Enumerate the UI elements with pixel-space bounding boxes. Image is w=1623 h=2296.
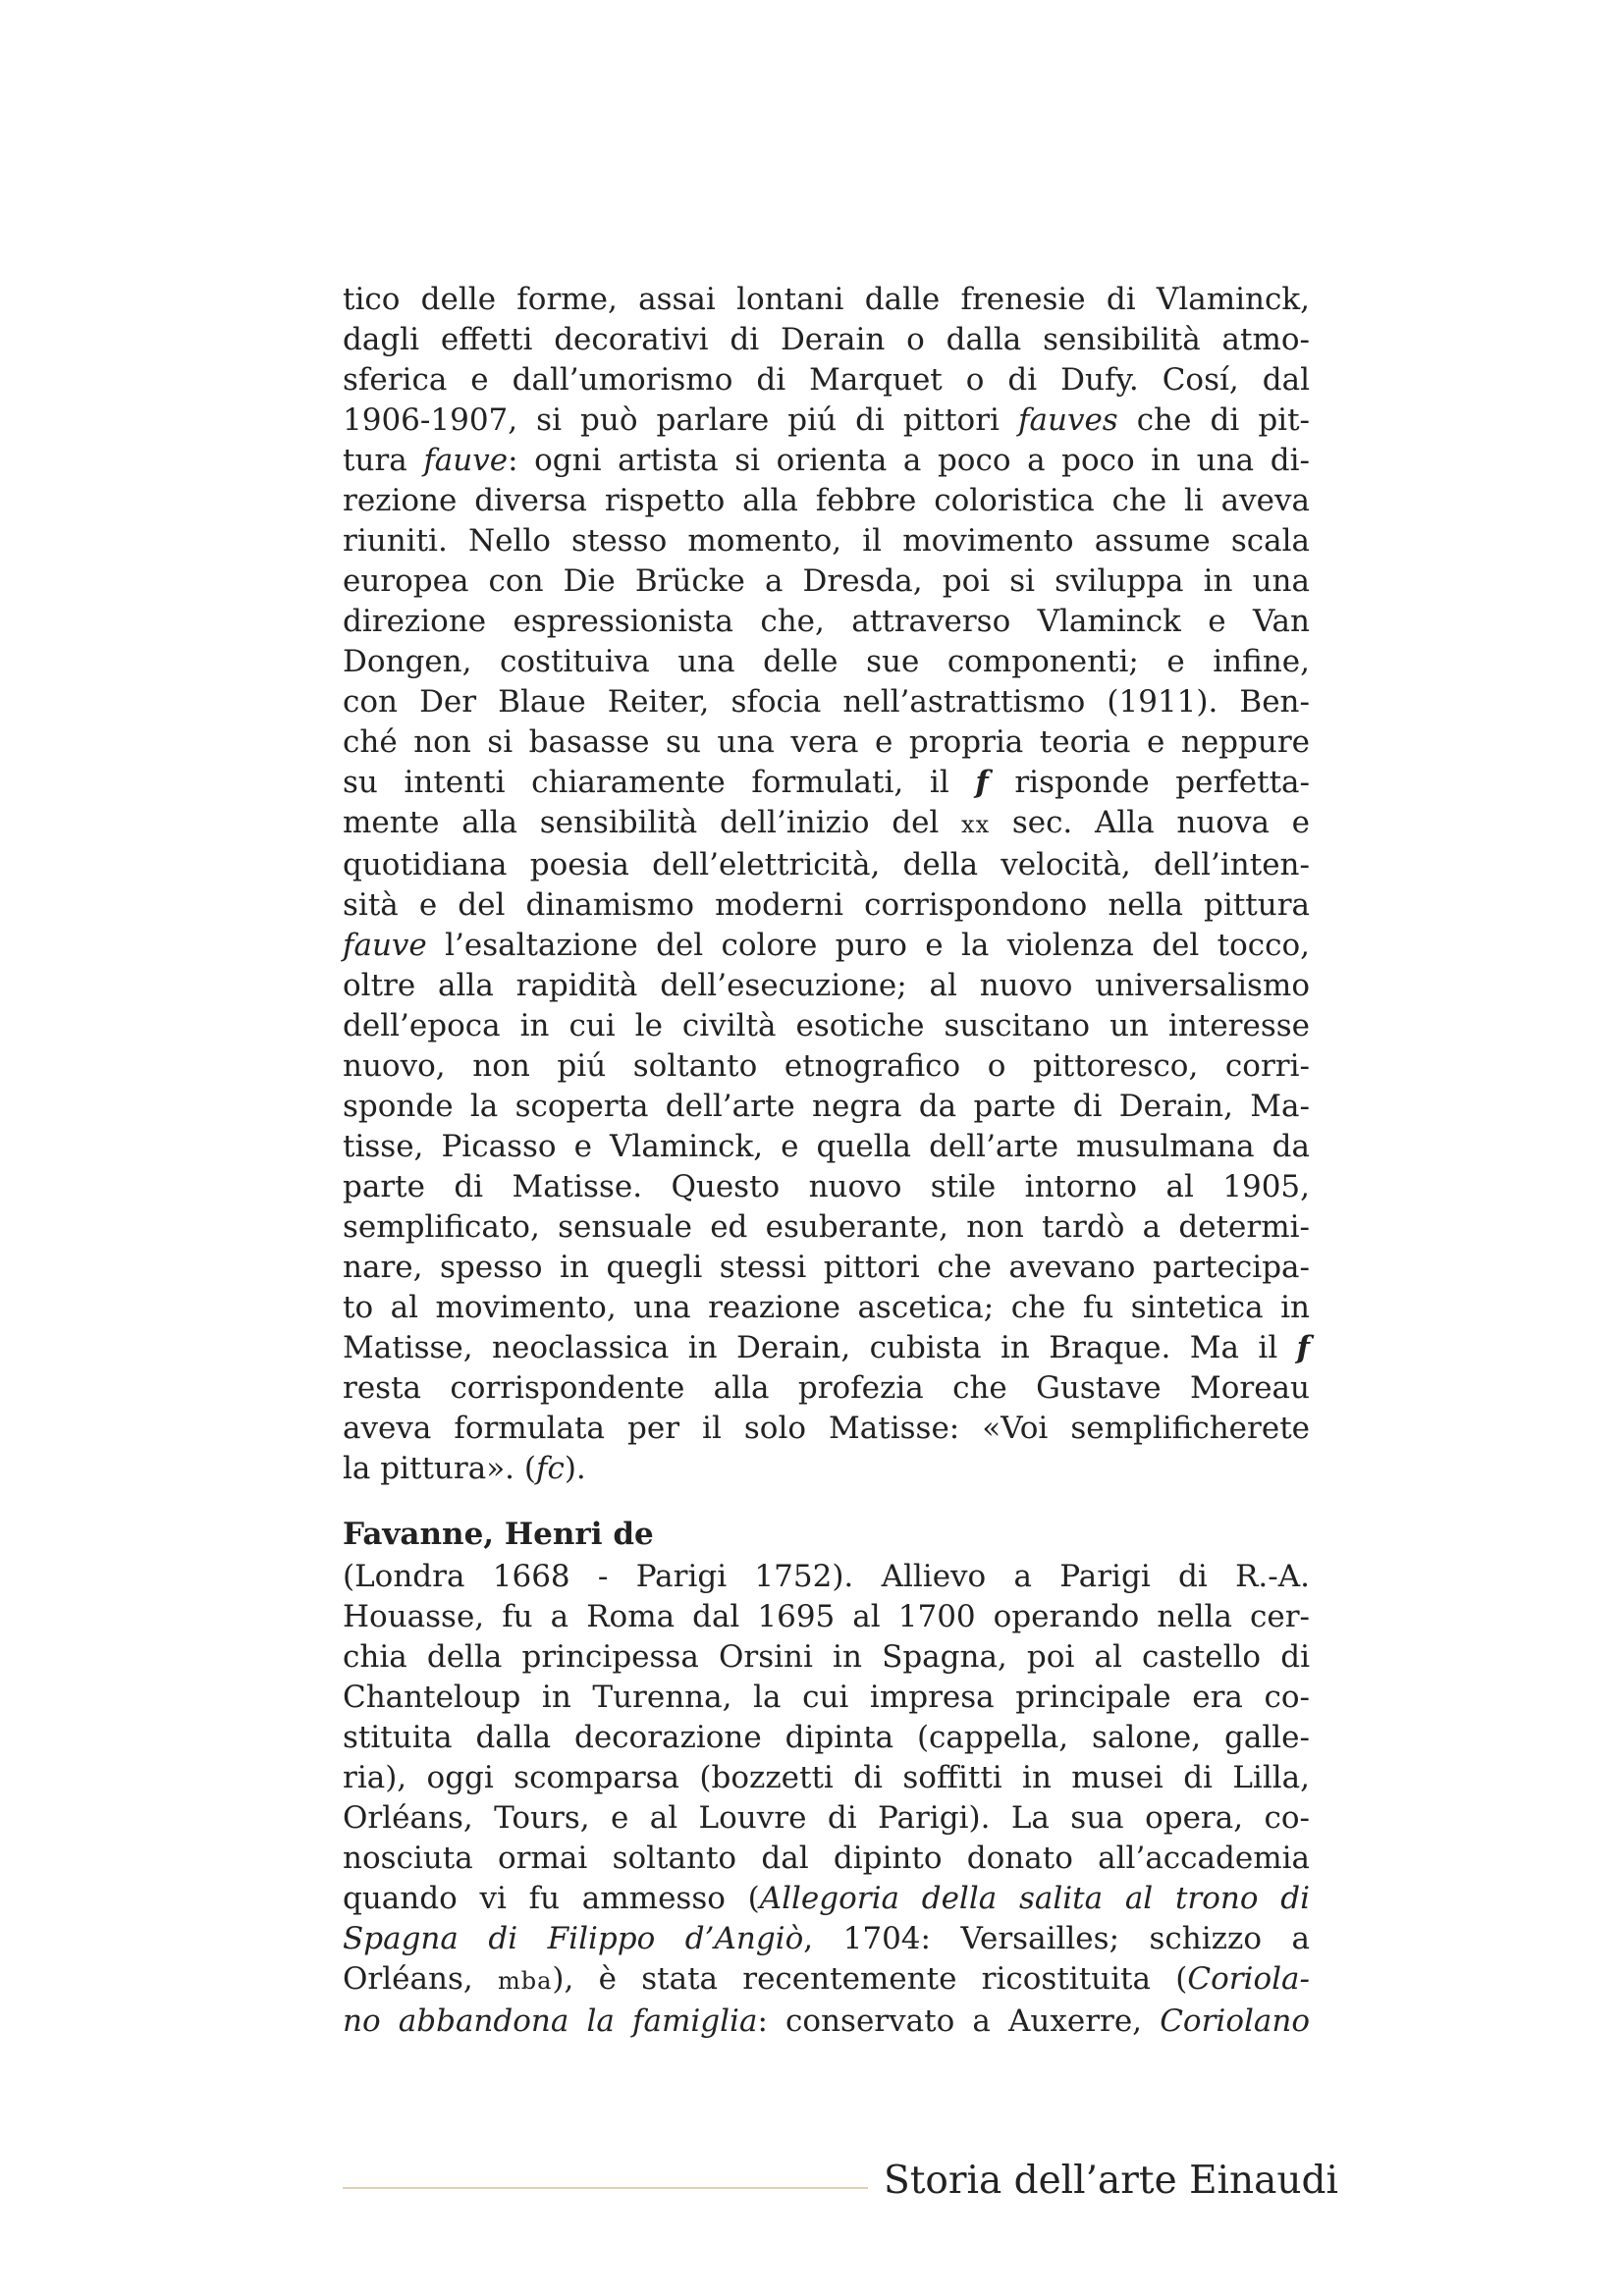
text-line: rezione diversa rispetto alla febbre coloristica che li aveva — [343, 483, 1310, 518]
footer-rule — [343, 2187, 868, 2189]
text-line: quando vi fu ammesso (Allegoria della salita al trono di — [343, 1881, 1310, 1916]
text-line: la pittura». (fc). — [343, 1451, 586, 1486]
text-line: fauve l’esaltazione del colore puro e la violenza del tocco, — [343, 928, 1311, 963]
text-line: (Londra 1668 - Parigi 1752). Allievo a Parigi di R.-A. — [343, 1559, 1310, 1594]
text-line: dagli effetti decorativi di Derain o dalla sensibilità atmo- — [343, 322, 1310, 357]
text-line: semplificato, sensuale ed esuberante, non tardò a determi- — [343, 1209, 1310, 1245]
text-line: parte di Matisse. Questo nuovo stile intorno al 1905, — [343, 1169, 1310, 1204]
text-line: stituita dalla decorazione dipinta (cappella, salone, galle- — [343, 1720, 1310, 1755]
text-line: nuovo, non piú soltanto etnografico o pittoresco, corri- — [343, 1048, 1310, 1084]
text-line: Orléans, Tours, e al Louvre di Parigi). La sua opera, co- — [343, 1800, 1310, 1836]
text-line: su intenti chiaramente formulati, il f risponde perfetta- — [343, 765, 1310, 800]
text-line: sferica e dall’umorismo di Marquet o di Dufy. Cosí, dal — [343, 362, 1310, 398]
text-line: chia della principessa Orsini in Spagna, poi al castello di — [343, 1639, 1310, 1675]
text-line: resta corrispondente alla profezia che Gustave Moreau — [343, 1370, 1310, 1406]
text-line: Dongen, costituiva una delle sue componenti; e infine, — [343, 644, 1310, 679]
text-line: sponde la scoperta dell’arte negra da parte di Derain, Ma- — [343, 1089, 1310, 1124]
text-line: aveva formulata per il solo Matisse: «Voi semplificherete — [343, 1411, 1310, 1446]
footer-title: Storia dell’arte Einaudi — [884, 2159, 1338, 2203]
text-line: europea con Die Brücke a Dresda, poi si sviluppa in una — [343, 563, 1310, 599]
text-line: tisse, Picasso e Vlaminck, e quella dell’arte musulmana da — [343, 1129, 1310, 1164]
text-line: dell’epoca in cui le civiltà esotiche suscitano un interesse — [343, 1008, 1310, 1043]
text-line: nosciuta ormai soltanto dal dipinto donato all’accademia — [343, 1841, 1310, 1876]
text-line: nare, spesso in quegli stessi pittori che avevano partecipa- — [343, 1250, 1310, 1285]
text-line: direzione espressionista che, attraverso Vlaminck e Van — [343, 604, 1310, 639]
text-line: riuniti. Nello stesso momento, il movimento assume scala — [343, 523, 1310, 559]
text-line: to al movimento, una reazione ascetica; che fu sintetica in — [343, 1290, 1310, 1325]
text-line: Houasse, fu a Roma dal 1695 al 1700 operando nella cer- — [343, 1599, 1310, 1634]
text-line: con Der Blaue Reiter, sfocia nell’astrattismo (1911). Ben- — [343, 684, 1310, 720]
entry-heading: Favanne, Henri de — [343, 1517, 654, 1552]
text-column — [343, 280, 1310, 2042]
text-line: ria), oggi scomparsa (bozzetti di soffitti in musei di Lilla, — [343, 1760, 1310, 1795]
text-line: Spagna di Filippo d’Angiò, 1704: Versailles; schizzo a — [343, 1921, 1310, 1956]
text-line: no abbandona la famiglia: conservato a Auxerre, Coriolano — [343, 2003, 1311, 2039]
text-line: quotidiana poesia dell’elettricità, della velocità, dell’inten- — [343, 847, 1310, 882]
text-line: mente alla sensibilità dell’inizio del xx sec. Alla nuova e — [343, 805, 1310, 840]
text-line: sità e del dinamismo moderni corrispondono nella pittura — [343, 887, 1310, 923]
text-line: 1906-1907, si può parlare piú di pittori fauves che di pit- — [343, 402, 1311, 438]
text-line: tico delle forme, assai lontani dalle frenesie di Vlaminck, — [343, 282, 1310, 317]
text-line: ché non si basasse su una vera e propria teoria e neppure — [343, 724, 1310, 760]
text-line: oltre alla rapidità dell’esecuzione; al nuovo universalismo — [343, 968, 1310, 1003]
text-line: Matisse, neoclassica in Derain, cubista in Braque. Ma il f — [343, 1330, 1310, 1365]
text-line: tura fauve: ogni artista si orienta a poco a poco in una di- — [343, 443, 1310, 478]
text-line: Chanteloup in Turenna, la cui impresa principale era co- — [343, 1680, 1310, 1715]
text-line: Orléans, mba), è stata recentemente ricostituita (Coriola- — [343, 1961, 1310, 1997]
